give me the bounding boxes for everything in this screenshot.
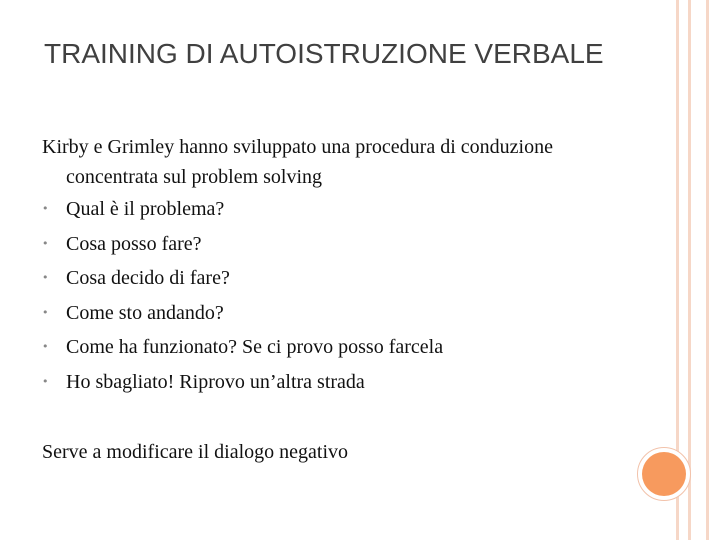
orange-circle-icon (642, 452, 686, 496)
bullet-text: Come sto andando? (66, 301, 224, 324)
bullet-icon: • (42, 340, 49, 353)
list-item (42, 330, 642, 365)
bullet-text: Qual è il problema? (66, 198, 225, 220)
bullet-icon: • (42, 305, 49, 319)
closing-text: Serve a modificare il dialogo negativo (42, 441, 349, 463)
bullet-list (42, 192, 642, 399)
slide-body (42, 132, 642, 399)
bullet-icon: • (42, 271, 49, 284)
bullet-icon: • (42, 236, 49, 250)
bullet-text: Ho sbagliato! Riprovo un’altra strada (66, 370, 365, 393)
slide-title: TRAINING DI AUTOISTRUZIONE VERBALE (44, 38, 604, 69)
decorative-rail (706, 0, 709, 540)
bullet-icon: • (42, 374, 49, 388)
list-item (42, 261, 642, 296)
list-item (42, 365, 642, 400)
list-item (42, 227, 642, 262)
bullet-text: Cosa posso fare? (66, 232, 202, 255)
bullet-text: Come ha funzionato? Se ci provo posso farcela (66, 336, 444, 358)
list-item (42, 192, 642, 227)
intro-paragraph: Kirby e Grimley hanno sviluppato una procedura di conduzione concentrata sul problem solving (42, 136, 553, 188)
bullet-text: Cosa decido di fare? (66, 267, 230, 289)
list-item (42, 296, 642, 331)
decorative-rail (688, 0, 691, 540)
bullet-icon: • (42, 202, 49, 215)
